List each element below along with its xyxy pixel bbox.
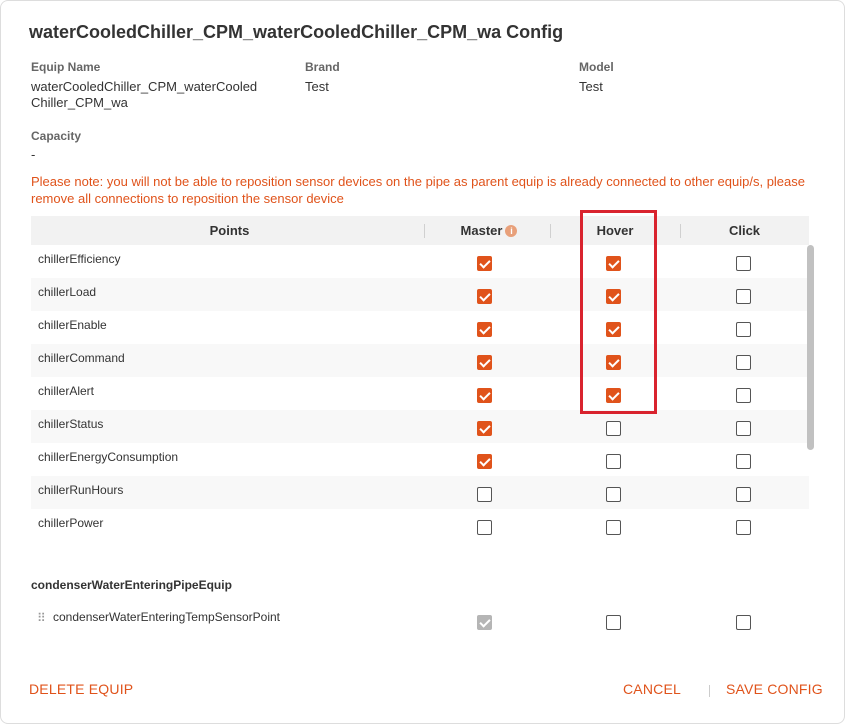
footer-separator: [709, 685, 710, 697]
master-checkbox[interactable]: [477, 520, 492, 535]
info-icon[interactable]: i: [505, 225, 517, 237]
drag-handle-icon[interactable]: ⠿: [37, 611, 46, 625]
model-label: Model: [579, 60, 614, 74]
click-checkbox[interactable]: [736, 256, 751, 271]
point-label: chillerAlert: [38, 384, 95, 398]
master-checkbox[interactable]: [477, 487, 492, 502]
point-label: chillerEfficiency: [38, 252, 121, 266]
header-click: Click: [728, 223, 761, 238]
scrollbar-thumb[interactable]: [807, 245, 814, 450]
point-label: chillerLoad: [38, 285, 97, 299]
dialog-title: waterCooledChiller_CPM_waterCooledChiller_CPM_wa Config: [29, 22, 564, 42]
capacity-value: -: [31, 147, 36, 162]
header-master-label: Master: [460, 223, 503, 238]
equip-name-label: Equip Name: [31, 60, 101, 74]
brand-value: Test: [305, 79, 329, 94]
click-checkbox[interactable]: [736, 454, 751, 469]
master-checkbox[interactable]: [477, 388, 492, 403]
pipe-section-title: condenserWaterEnteringPipeEquip: [31, 578, 232, 592]
hover-checkbox[interactable]: [606, 421, 621, 436]
click-checkbox[interactable]: [736, 289, 751, 304]
point-label: chillerStatus: [38, 417, 104, 431]
point-label: chillerRunHours: [38, 483, 124, 497]
master-checkbox[interactable]: [477, 322, 492, 337]
equip-name-value-line2: Chiller_CPM_wa: [31, 95, 128, 110]
master-checkbox[interactable]: [477, 289, 492, 304]
table-row: [31, 476, 809, 509]
table-row: [31, 377, 809, 410]
table-row: [31, 311, 809, 344]
table-row: [31, 443, 809, 476]
click-checkbox[interactable]: [736, 520, 751, 535]
master-checkbox[interactable]: [477, 256, 492, 271]
click-checkbox[interactable]: [736, 388, 751, 403]
master-checkbox[interactable]: [477, 421, 492, 436]
save-config-button[interactable]: SAVE CONFIG: [726, 681, 823, 697]
click-checkbox[interactable]: [736, 355, 751, 370]
header-hover: Hover: [596, 223, 634, 238]
table-header: [31, 216, 809, 245]
click-checkbox[interactable]: [736, 322, 751, 337]
reposition-warning-note: Please note: you will not be able to reposition sensor devices on the pipe as parent equip is already connected to other equip/s, please remove all connections to reposition the sensor device: [31, 174, 806, 206]
hover-checkbox[interactable]: [606, 454, 621, 469]
table-row: [31, 245, 809, 278]
sensor-click-checkbox[interactable]: [736, 615, 751, 630]
sensor-hover-checkbox[interactable]: [606, 615, 621, 630]
point-label: chillerEnable: [38, 318, 107, 332]
header-points: Points: [209, 223, 250, 238]
table-row: [31, 278, 809, 311]
click-checkbox[interactable]: [736, 421, 751, 436]
master-checkbox[interactable]: [477, 355, 492, 370]
sensor-point-label: condenserWaterEnteringTempSensorPoint: [53, 610, 281, 624]
capacity-label: Capacity: [31, 129, 82, 143]
model-value: Test: [579, 79, 603, 94]
header-separator: [424, 224, 425, 238]
header-master: [428, 216, 550, 245]
hover-checkbox[interactable]: [606, 487, 621, 502]
table-row: [31, 509, 809, 542]
click-checkbox[interactable]: [736, 487, 751, 502]
table-row: [31, 344, 809, 377]
brand-label: Brand: [305, 60, 340, 74]
master-checkbox[interactable]: [477, 454, 492, 469]
point-label: chillerPower: [38, 516, 104, 530]
equip-name-value-line1: waterCooledChiller_CPM_waterCooled: [31, 79, 258, 94]
hover-checkbox[interactable]: [606, 520, 621, 535]
cancel-button[interactable]: CANCEL: [623, 681, 681, 697]
table-row: [31, 410, 809, 443]
sensor-master-checkbox: [477, 615, 492, 630]
point-label: chillerCommand: [38, 351, 125, 365]
hover-column-highlight: [580, 210, 657, 414]
delete-equip-button[interactable]: DELETE EQUIP: [29, 681, 134, 697]
point-label: chillerEnergyConsumption: [38, 450, 179, 464]
